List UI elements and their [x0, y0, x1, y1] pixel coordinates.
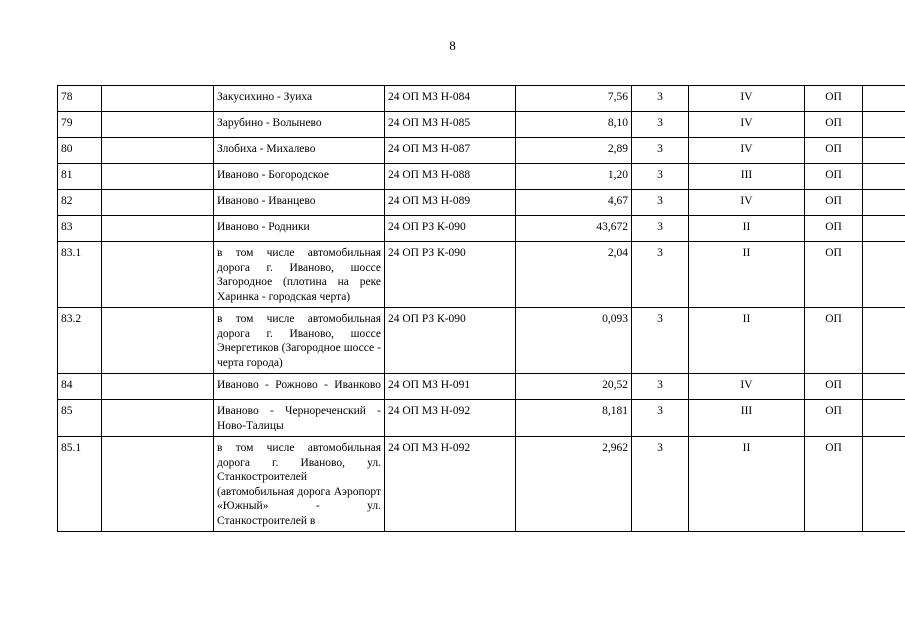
empty-cell	[102, 190, 214, 216]
empty-cell	[863, 400, 905, 437]
road-name-cell: в том числе автомобильная дорога г. Иваново, ул. Станкостроителей (автомобильная дорога Аэропорт «Южный» - ул. Станкостроителей в	[214, 437, 385, 532]
table-row	[58, 374, 905, 400]
row-number-cell: 85.1	[58, 437, 102, 532]
class-cell: II	[689, 242, 805, 308]
class-cell: II	[689, 437, 805, 532]
table-row	[58, 242, 905, 308]
length-cell: 20,52	[516, 374, 632, 400]
empty-cell	[863, 86, 905, 112]
significance-cell: ОП	[805, 190, 863, 216]
category-cell: 3	[632, 400, 689, 437]
class-cell: III	[689, 400, 805, 437]
road-id-cell: 24 ОП РЗ К-090	[385, 242, 516, 308]
row-number-cell: 78	[58, 86, 102, 112]
length-cell: 2,04	[516, 242, 632, 308]
road-id-cell: 24 ОП РЗ К-090	[385, 216, 516, 242]
empty-cell	[102, 437, 214, 532]
row-number-cell: 84	[58, 374, 102, 400]
road-id-cell: 24 ОП МЗ Н-092	[385, 400, 516, 437]
table-row	[58, 86, 905, 112]
road-id-cell: 24 ОП МЗ Н-089	[385, 190, 516, 216]
class-cell: IV	[689, 86, 805, 112]
road-id-cell: 24 ОП МЗ Н-088	[385, 164, 516, 190]
road-name-cell: в том числе автомобильная дорога г. Иваново, шоссе Энергетиков (Загородное шоссе - черта города)	[214, 308, 385, 374]
road-id-cell: 24 ОП МЗ Н-091	[385, 374, 516, 400]
road-id-cell: 24 ОП МЗ Н-084	[385, 86, 516, 112]
table-row	[58, 400, 905, 437]
length-cell: 4,67	[516, 190, 632, 216]
row-number-cell: 81	[58, 164, 102, 190]
category-cell: 3	[632, 112, 689, 138]
empty-cell	[863, 242, 905, 308]
row-number-cell: 83	[58, 216, 102, 242]
category-cell: 3	[632, 190, 689, 216]
row-number-cell: 82	[58, 190, 102, 216]
length-cell: 43,672	[516, 216, 632, 242]
empty-cell	[102, 164, 214, 190]
table-row	[58, 216, 905, 242]
row-number-cell: 79	[58, 112, 102, 138]
empty-cell	[102, 374, 214, 400]
row-number-cell: 80	[58, 138, 102, 164]
category-cell: 3	[632, 216, 689, 242]
road-name-cell: Иваново - Родники	[214, 216, 385, 242]
empty-cell	[863, 164, 905, 190]
category-cell: 3	[632, 138, 689, 164]
road-name-cell: в том числе автомобильная дорога г. Иваново, шоссе Загородное (плотина на реке Харинка - городская черта)	[214, 242, 385, 308]
empty-cell	[863, 216, 905, 242]
empty-cell	[102, 86, 214, 112]
empty-cell	[102, 138, 214, 164]
road-id-cell: 24 ОП РЗ К-090	[385, 308, 516, 374]
class-cell: IV	[689, 138, 805, 164]
length-cell: 0,093	[516, 308, 632, 374]
class-cell: II	[689, 216, 805, 242]
significance-cell: ОП	[805, 164, 863, 190]
road-name-cell: Иваново - Иванцево	[214, 190, 385, 216]
road-id-cell: 24 ОП МЗ Н-085	[385, 112, 516, 138]
row-number-cell: 83.2	[58, 308, 102, 374]
significance-cell: ОП	[805, 308, 863, 374]
empty-cell	[863, 437, 905, 532]
class-cell: II	[689, 308, 805, 374]
roads-table-body	[58, 86, 905, 532]
category-cell: 3	[632, 374, 689, 400]
road-id-cell: 24 ОП МЗ Н-087	[385, 138, 516, 164]
class-cell: IV	[689, 374, 805, 400]
empty-cell	[863, 112, 905, 138]
road-id-cell: 24 ОП МЗ Н-092	[385, 437, 516, 532]
empty-cell	[863, 374, 905, 400]
road-name-cell: Иваново - Богородское	[214, 164, 385, 190]
length-cell: 7,56	[516, 86, 632, 112]
table-row	[58, 112, 905, 138]
significance-cell: ОП	[805, 86, 863, 112]
row-number-cell: 85	[58, 400, 102, 437]
category-cell: 3	[632, 86, 689, 112]
table-row	[58, 437, 905, 532]
class-cell: IV	[689, 190, 805, 216]
significance-cell: ОП	[805, 216, 863, 242]
empty-cell	[863, 308, 905, 374]
significance-cell: ОП	[805, 374, 863, 400]
empty-cell	[102, 112, 214, 138]
road-name-cell: Злобиха - Михалево	[214, 138, 385, 164]
significance-cell: ОП	[805, 242, 863, 308]
empty-cell	[863, 190, 905, 216]
length-cell: 2,89	[516, 138, 632, 164]
category-cell: 3	[632, 164, 689, 190]
table-row	[58, 308, 905, 374]
page-number: 8	[449, 38, 456, 53]
category-cell: 3	[632, 242, 689, 308]
significance-cell: ОП	[805, 400, 863, 437]
table-row	[58, 138, 905, 164]
significance-cell: ОП	[805, 138, 863, 164]
empty-cell	[102, 308, 214, 374]
length-cell: 2,962	[516, 437, 632, 532]
length-cell: 8,181	[516, 400, 632, 437]
length-cell: 8,10	[516, 112, 632, 138]
significance-cell: ОП	[805, 112, 863, 138]
category-cell: 3	[632, 437, 689, 532]
row-number-cell: 83.1	[58, 242, 102, 308]
category-cell: 3	[632, 308, 689, 374]
empty-cell	[102, 400, 214, 437]
table-row	[58, 164, 905, 190]
empty-cell	[863, 138, 905, 164]
road-name-cell: Зарубино - Волынево	[214, 112, 385, 138]
roads-table	[57, 85, 905, 532]
class-cell: III	[689, 164, 805, 190]
road-name-cell: Иваново - Чернореченский - Ново-Талицы	[214, 400, 385, 437]
table-row	[58, 190, 905, 216]
length-cell: 1,20	[516, 164, 632, 190]
empty-cell	[102, 242, 214, 308]
class-cell: IV	[689, 112, 805, 138]
significance-cell: ОП	[805, 437, 863, 532]
road-name-cell: Иваново - Рожново - Иванково	[214, 374, 385, 400]
road-name-cell: Закусихино - Зуиха	[214, 86, 385, 112]
empty-cell	[102, 216, 214, 242]
